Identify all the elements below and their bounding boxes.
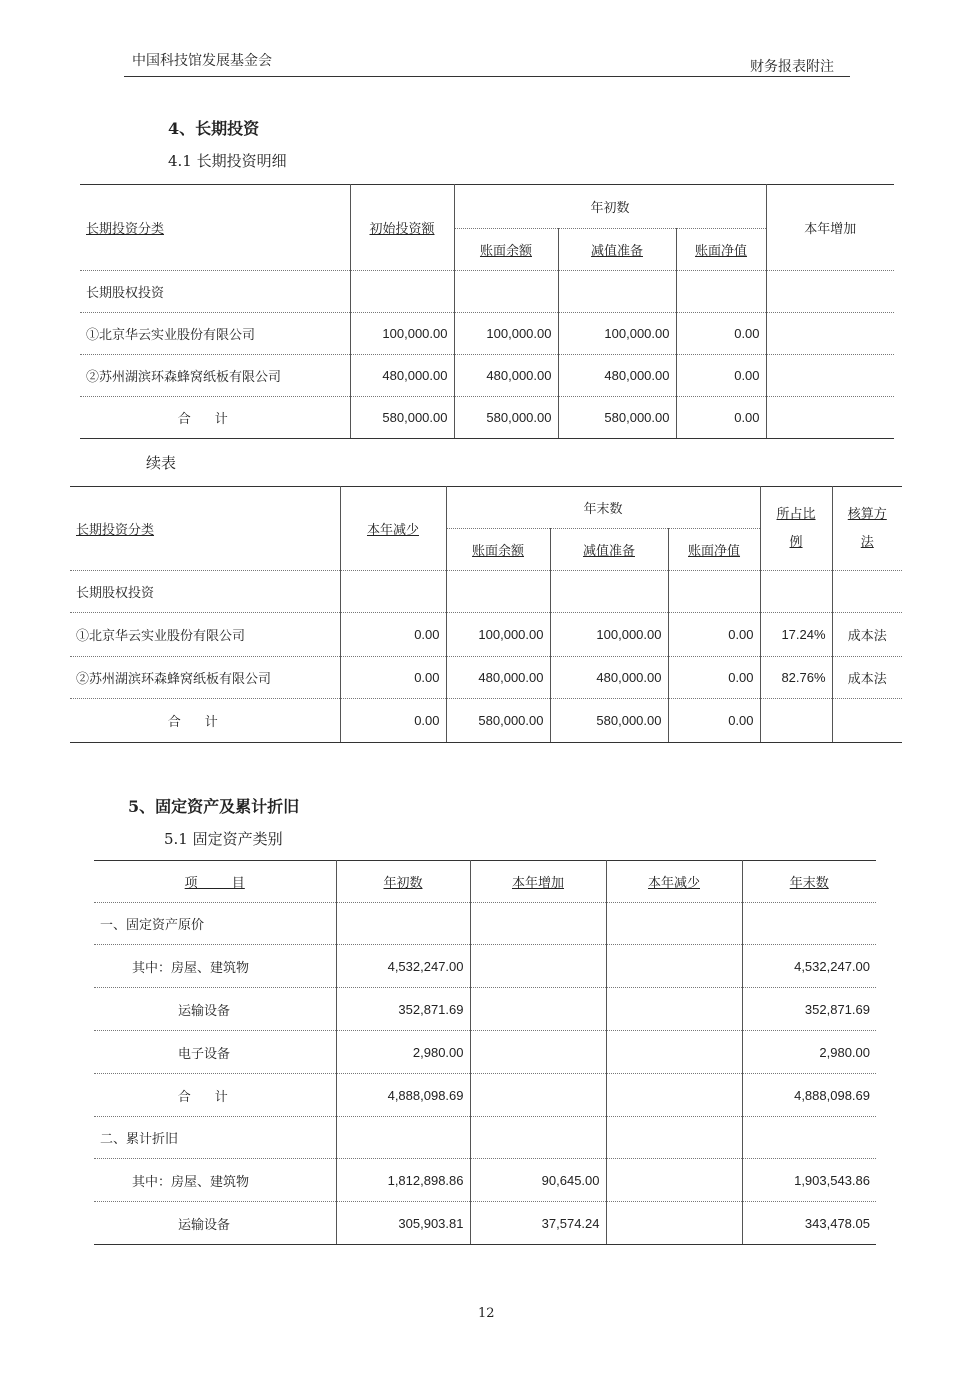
cell-net: 0.00	[676, 355, 766, 397]
cell-net: 0.00	[668, 613, 760, 657]
cell-begin: 4,532,247.00	[336, 945, 470, 988]
cell-book	[446, 571, 550, 613]
cell-decrease	[340, 571, 446, 613]
row-name: 长期股权投资	[80, 271, 350, 313]
col-header-decrease: 本年减少	[606, 861, 742, 903]
fixed-assets-table	[94, 860, 876, 1245]
cell-begin: 305,903.81	[336, 1202, 470, 1245]
table-row-total	[70, 699, 902, 743]
col-header-impair: 减值准备	[550, 529, 668, 571]
cell-net: 0.00	[676, 313, 766, 355]
cell-decrease	[606, 1202, 742, 1245]
col-header-category: 长期投资分类	[70, 487, 340, 571]
section4-title: 4、长期投资	[168, 119, 260, 138]
table-row	[70, 613, 902, 657]
col-header-book: 账面余额	[446, 529, 550, 571]
header-organization: 中国科技馆发展基金会	[132, 53, 272, 69]
method-label-line1: 核算方	[847, 506, 887, 522]
row-name: 二、累计折旧	[94, 1117, 336, 1159]
cell-book: 580,000.00	[454, 397, 558, 439]
table-row	[70, 657, 902, 699]
cell-increase	[470, 945, 606, 988]
cell-decrease	[606, 945, 742, 988]
cell-initial: 100,000.00	[350, 313, 454, 355]
long-term-investment-continued-table	[70, 486, 902, 743]
cell-book: 100,000.00	[446, 613, 550, 657]
table-row	[80, 271, 894, 313]
row-name: 运输设备	[94, 988, 336, 1031]
section5-subtitle: 5.1 固定资产类别	[164, 830, 283, 848]
ratio-label-line1: 所占比	[776, 506, 816, 522]
table-row	[94, 988, 876, 1031]
table-row	[94, 1117, 876, 1159]
cell-begin: 4,888,098.69	[336, 1074, 470, 1117]
col-header-method	[832, 487, 902, 571]
section5-title: 5、固定资产及累计折旧	[128, 797, 300, 816]
table-row	[94, 1159, 876, 1202]
cell-ratio	[760, 699, 832, 743]
col-header-net: 账面净值	[668, 529, 760, 571]
method-label-line2: 法	[860, 534, 874, 550]
header-divider	[124, 76, 850, 77]
col-header-ratio	[760, 487, 832, 571]
col-header-increase: 本年增加	[470, 861, 606, 903]
cell-method: 成本法	[832, 613, 902, 657]
cell-end: 1,903,543.86	[742, 1159, 876, 1202]
cell-initial: 580,000.00	[350, 397, 454, 439]
cell-end: 343,478.05	[742, 1202, 876, 1245]
cell-method	[832, 699, 902, 743]
cell-end	[742, 1117, 876, 1159]
cell-book: 480,000.00	[454, 355, 558, 397]
table-row-total	[80, 397, 894, 439]
table-row	[80, 313, 894, 355]
col-header-begin: 年初数	[336, 861, 470, 903]
cell-impair: 100,000.00	[558, 313, 676, 355]
cell-initial	[350, 271, 454, 313]
cell-increase	[470, 1074, 606, 1117]
row-name: 一、固定资产原价	[94, 903, 336, 945]
cell-impair	[558, 271, 676, 313]
cell-book: 100,000.00	[454, 313, 558, 355]
cell-decrease	[606, 1074, 742, 1117]
cell-increase	[470, 903, 606, 945]
cell-increase	[766, 355, 894, 397]
cell-net: 0.00	[668, 699, 760, 743]
row-name: 长期股权投资	[70, 571, 340, 613]
cell-method	[832, 571, 902, 613]
long-term-investment-table	[80, 184, 894, 439]
table-row-total	[94, 1074, 876, 1117]
ratio-label-line2: 例	[789, 534, 803, 550]
row-name: 运输设备	[94, 1202, 336, 1245]
table-row	[94, 945, 876, 988]
row-name: ①北京华云实业股份有限公司	[80, 313, 350, 355]
col-header-decrease: 本年减少	[340, 487, 446, 571]
cell-decrease: 0.00	[340, 613, 446, 657]
row-name: 其中：房屋、建筑物	[94, 945, 336, 988]
row-name: ②苏州湖滨环森蜂窝纸板有限公司	[80, 355, 350, 397]
row-name: 其中：房屋、建筑物	[94, 1159, 336, 1202]
cell-decrease	[606, 1159, 742, 1202]
cell-increase: 37,574.24	[470, 1202, 606, 1245]
row-name: ②苏州湖滨环森蜂窝纸板有限公司	[70, 657, 340, 699]
cell-end: 2,980.00	[742, 1031, 876, 1074]
row-name: 电子设备	[94, 1031, 336, 1074]
cell-method: 成本法	[832, 657, 902, 699]
cell-net	[668, 571, 760, 613]
cell-decrease	[606, 1031, 742, 1074]
cell-end: 352,871.69	[742, 988, 876, 1031]
cell-decrease	[606, 903, 742, 945]
cell-increase	[470, 988, 606, 1031]
col-header-impair: 减值准备	[558, 229, 676, 271]
col-header-begin-group: 年初数	[454, 185, 766, 229]
continued-label: 续表	[146, 454, 177, 472]
cell-net: 0.00	[668, 657, 760, 699]
row-name: 合计	[94, 1074, 336, 1117]
cell-initial: 480,000.00	[350, 355, 454, 397]
cell-increase: 90,645.00	[470, 1159, 606, 1202]
table-row	[70, 571, 902, 613]
cell-decrease: 0.00	[340, 657, 446, 699]
cell-impair: 480,000.00	[558, 355, 676, 397]
cell-ratio: 17.24%	[760, 613, 832, 657]
section4-subtitle: 4.1 长期投资明细	[168, 152, 287, 170]
cell-increase	[766, 271, 894, 313]
cell-begin: 352,871.69	[336, 988, 470, 1031]
cell-net: 0.00	[676, 397, 766, 439]
cell-ratio: 82.76%	[760, 657, 832, 699]
col-header-item: 项 目	[94, 861, 336, 903]
header-document-title: 财务报表附注	[750, 59, 834, 75]
cell-increase	[470, 1117, 606, 1159]
table-row	[94, 1031, 876, 1074]
cell-increase	[766, 397, 894, 439]
cell-impair	[550, 571, 668, 613]
row-name: 合计	[70, 699, 340, 743]
cell-impair: 580,000.00	[558, 397, 676, 439]
col-header-end: 年末数	[742, 861, 876, 903]
col-header-initial: 初始投资额	[350, 185, 454, 271]
cell-increase	[766, 313, 894, 355]
cell-decrease: 0.00	[340, 699, 446, 743]
cell-book: 580,000.00	[446, 699, 550, 743]
row-name: 合计	[80, 397, 350, 439]
cell-end: 4,532,247.00	[742, 945, 876, 988]
cell-book	[454, 271, 558, 313]
cell-impair: 480,000.00	[550, 657, 668, 699]
col-header-book: 账面余额	[454, 229, 558, 271]
col-header-net: 账面净值	[676, 229, 766, 271]
cell-increase	[470, 1031, 606, 1074]
cell-begin	[336, 1117, 470, 1159]
cell-end	[742, 903, 876, 945]
row-name: ①北京华云实业股份有限公司	[70, 613, 340, 657]
table-row	[80, 355, 894, 397]
cell-begin: 2,980.00	[336, 1031, 470, 1074]
cell-net	[676, 271, 766, 313]
cell-end: 4,888,098.69	[742, 1074, 876, 1117]
page-number: 12	[478, 1306, 495, 1321]
table-row	[94, 1202, 876, 1245]
cell-begin	[336, 903, 470, 945]
cell-impair: 100,000.00	[550, 613, 668, 657]
cell-begin: 1,812,898.86	[336, 1159, 470, 1202]
table-row	[94, 903, 876, 945]
cell-decrease	[606, 1117, 742, 1159]
cell-book: 480,000.00	[446, 657, 550, 699]
col-header-end-group: 年末数	[446, 487, 760, 529]
cell-ratio	[760, 571, 832, 613]
cell-impair: 580,000.00	[550, 699, 668, 743]
col-header-category: 长期投资分类	[80, 185, 350, 271]
cell-decrease	[606, 988, 742, 1031]
col-header-increase: 本年增加	[766, 185, 894, 271]
